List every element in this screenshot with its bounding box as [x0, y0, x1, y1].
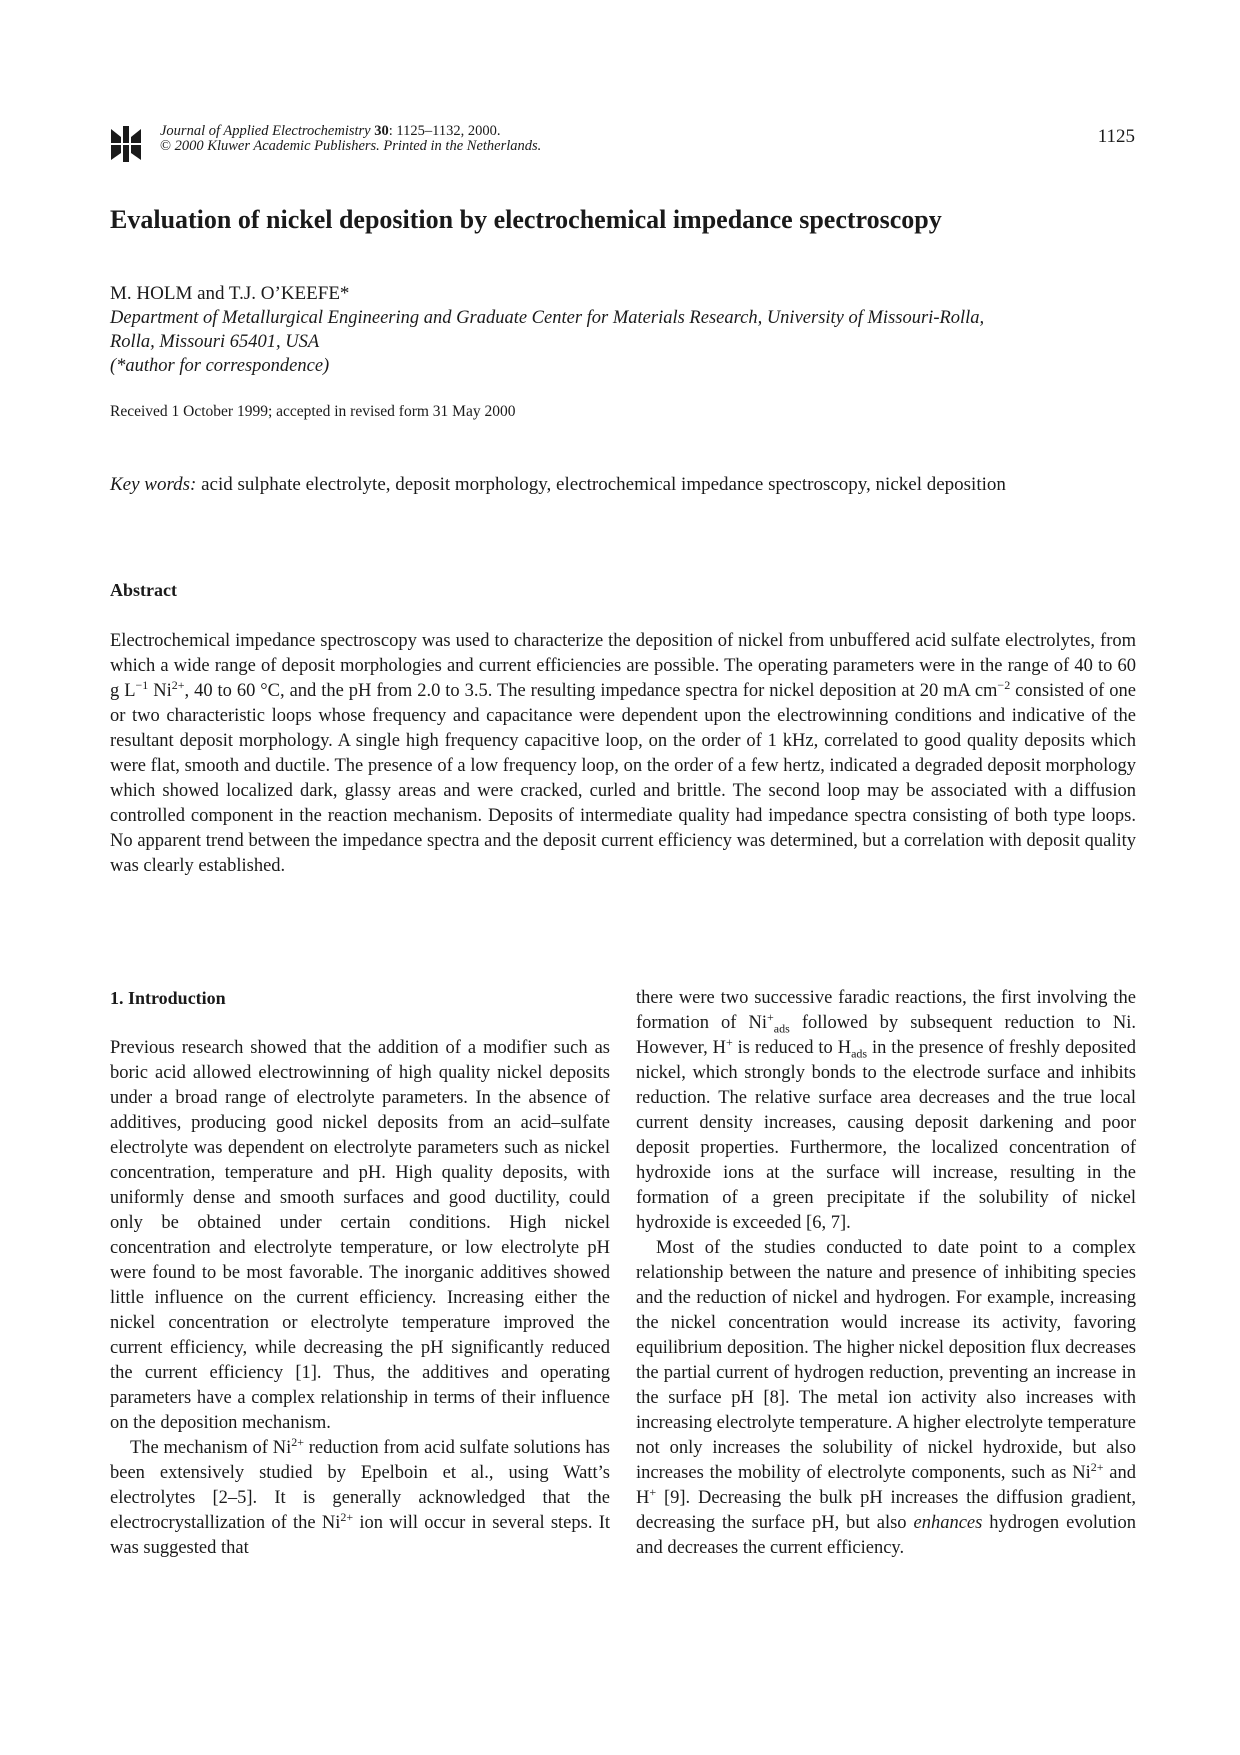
- paragraph: The mechanism of $Ni^{2+}$ reduction from acid sulfate solutions has been extensively studied by Epelboin et al., using Watt’s electrolytes [2–5]. It is generally acknowledged that the electrocrystallization of the $Ni^{2+}$ ion will occur in several steps. It was suggested that: [110, 1434, 610, 1558]
- keywords-text: acid sulphate electrolyte, deposit morphology, electrochemical impedance spectroscopy, nickel deposition: [196, 474, 1006, 495]
- keywords-label: Key words:: [110, 474, 197, 495]
- right-column: [636, 986, 1136, 1561]
- affiliation: [110, 306, 1140, 378]
- journal-name: Journal of Applied Electrochemistry: [160, 123, 371, 139]
- journal-pages-year: : 1125–1132, 2000.: [388, 123, 501, 139]
- page-number: 1125: [1097, 126, 1135, 147]
- abstract-heading: Abstract: [110, 580, 177, 600]
- abstract-text: Electrochemical impedance spectroscopy was used to characterize the deposition of nickel from unbuffered acid sulfate electrolytes, from which a wide range of deposit morphologies and current efficiencies are possible. The operating parameters were in the range of 40 to 60 g $L^{-1}$ $Ni^{2+}$, 40 to 60 °C, and the pH from 2.0 to 3.5. The resulting impedance spectra for nickel deposition at 20 mA $cm^{-2}$ consisted of one or two characteristic loops whose frequency and capacitance were dependent upon the electrowinning conditions and indicative of the resultant deposit morphology. A single high frequency capacitive loop, on the order of 1 kHz, correlated to good quality deposits which were flat, smooth and ductile. The presence of a low frequency loop, on the order of a few hertz, indicated a degraded deposit morphology which showed localized dark, glassy areas and were cracked, curled and brittle. The second loop may be associated with a diffusion controlled component in the reaction mechanism. Deposits of intermediate quality had impedance spectra consisting of both type loops. No apparent trend between the impedance spectra and the deposit current efficiency was determined, but a correlation with deposit quality was clearly established.: [110, 631, 1136, 876]
- section-heading-introduction: 1. Introduction: [110, 988, 226, 1008]
- copyright-text: 2000 Kluwer Academic Publishers. Printed in the Netherlands.: [171, 138, 542, 154]
- affiliation-line: Department of Metallurgical Engineering and Graduate Center for Materials Research, University of Missouri-Rolla,: [110, 308, 985, 328]
- paragraph: there were two successive faradic reactions, the first involving the formation of $Ni^+_{ads}$ followed by subsequent reduction to Ni. However, H+ is reduced to $H_{ads}$ in the presence of freshly deposited nickel, which strongly bonds to the electrode surface and inhibits reduction. The relative surface area decreases and the true local current density increases, causing deposit darkening and poor deposit properties. Furthermore, the localized concentration of hydroxide ions at the surface will increase, resulting in the formation of a green precipitate if the solubility of nickel hydroxide is exceeded [6, 7].: [636, 988, 1136, 1233]
- affiliation-line: Rolla, Missouri 65401, USA: [110, 332, 320, 352]
- copyright-symbol: ©: [160, 138, 172, 154]
- received-date: Received 1 October 1999; accepted in revised form 31 May 2000: [110, 403, 516, 420]
- correspondence-note: (*author for correspondence): [110, 356, 330, 376]
- journal-volume: 30: [374, 123, 389, 139]
- publisher-logo-icon: [110, 126, 142, 162]
- journal-citation: [160, 124, 541, 154]
- paragraph: Most of the studies conducted to date point to a complex relationship between the nature and presence of inhibiting species and the reduction of nickel and hydrogen. For example, increasing the nickel concentration would increase its activity, favoring equilibrium deposition. The higher nickel deposition flux decreases the partial current of hydrogen reduction, preventing an increase in the surface pH [8]. The metal ion activity also increases with increasing electrolyte temperature. A higher electrolyte temperature not only increases the solubility of nickel hydroxide, but also increases the mobility of electrolyte components, such as $Ni^{2+}$ and H+ [9]. Decreasing the bulk pH increases the diffusion gradient, decreasing the surface pH, but also enhances hydrogen evolution and decreases the current efficiency.: [636, 1238, 1136, 1558]
- journal-header: [110, 124, 1135, 164]
- paragraph: Previous research showed that the addition of a modifier such as boric acid allowed electrowinning of high quality nickel deposits under a broad range of electrolyte parameters. In the absence of additives, producing good nickel deposits from an acid–sulfate electrolyte was dependent on electrolyte parameters such as nickel concentration, temperature and pH. High quality deposits, with uniformly dense and smooth surfaces and good ductility, could only be obtained under certain conditions. High nickel concentration and electrolyte temperature, or low electrolyte pH were found to be most favorable. The inorganic additives showed little influence on the current efficiency. Increasing either the nickel concentration or electrolyte temperature improved the current efficiency, while decreasing the pH significantly reduced the current efficiency [1]. Thus, the additives and operating parameters have a complex relationship in terms of their influence on the deposition mechanism.: [110, 1038, 610, 1433]
- keywords: [110, 472, 1140, 498]
- author-list: M. HOLM and T.J. O’KEEFE*: [110, 283, 350, 304]
- paper-title: Evaluation of nickel deposition by electrochemical impedance spectroscopy: [110, 205, 942, 234]
- left-column: [110, 986, 610, 1561]
